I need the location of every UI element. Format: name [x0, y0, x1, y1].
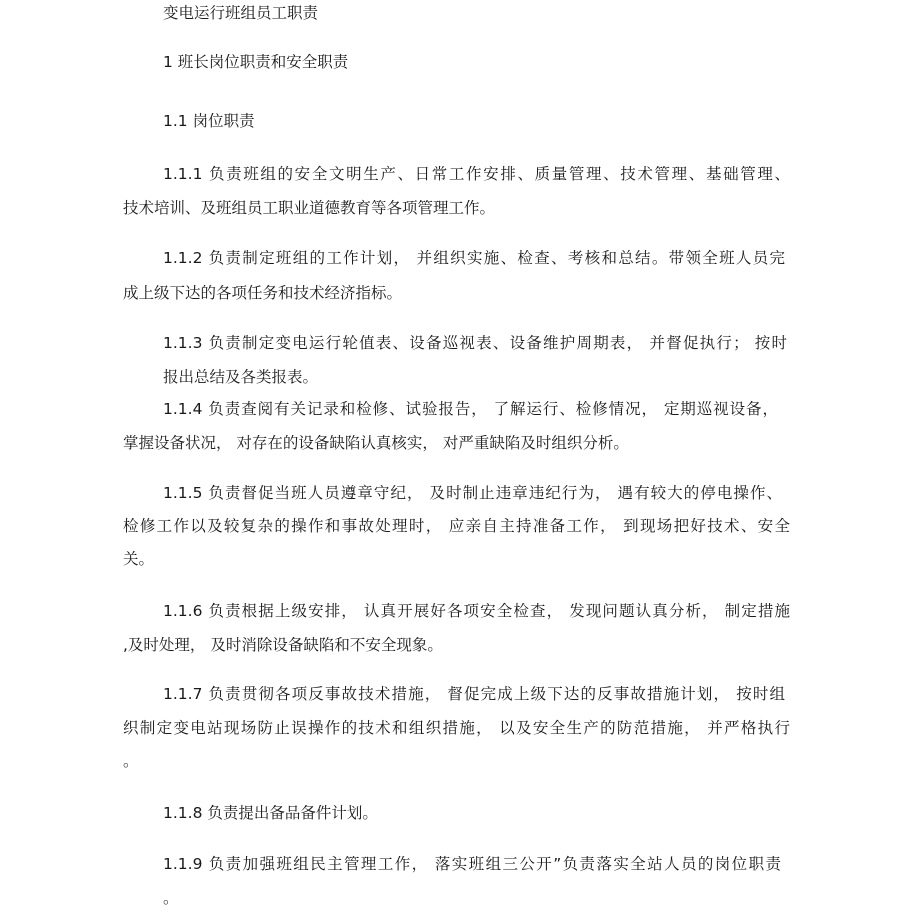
paragraph-line: 成上级下达的各项任务和技术经济指标。	[123, 284, 403, 302]
paragraph-line: 1.1.3 负责制定变电运行轮值表、设备巡视表、设备维护周期表， 并督促执行； 按时	[163, 334, 787, 352]
paragraph-line: 1.1.7 负责贯彻各项反事故技术措施， 督促完成上级下达的反事故措施计划， 按时组	[163, 685, 785, 703]
paragraph-line: 技术培训、及班组员工职业道德教育等各项管理工作。	[123, 199, 496, 217]
section-heading: 1 班长岗位职责和安全职责	[163, 53, 349, 71]
paragraph-line: 1.1.4 负责查阅有关记录和检修、试验报告， 了解运行、检修情况， 定期巡视设备，	[163, 400, 778, 418]
paragraph-line: 织制定变电站现场防止误操作的技术和组织措施， 以及安全生产的防范措施， 并严格执行	[123, 719, 790, 737]
paragraph-line: 报出总结及各类报表。	[163, 368, 319, 386]
document-title: 变电运行班组员工职责	[163, 4, 319, 22]
paragraph-line: 1.1.6 负责根据上级安排， 认真开展好各项安全检查， 发现问题认真分析， 制定措施	[163, 602, 790, 620]
paragraph-line: 1.1.1 负责班组的安全文明生产、日常工作安排、质量管理、技术管理、基础管理、	[163, 165, 790, 183]
paragraph-line: 检修工作以及较复杂的操作和事故处理时， 应亲自主持准备工作， 到现场把好技术、安全	[123, 517, 790, 535]
paragraph-line: 掌握设备状况， 对存在的设备缺陷认真核实， 对严重缺陷及时组织分析。	[123, 434, 629, 452]
paragraph-line: 。	[163, 889, 179, 907]
paragraph-line: 1.1.9 负责加强班组民主管理工作， 落实班组三公开”负责落实全站人员的岗位职责	[163, 855, 781, 873]
paragraph-line: 1.1.5 负责督促当班人员遵章守纪， 及时制止违章违纪行为， 遇有较大的停电操作、	[163, 484, 782, 502]
paragraph-line: 关。	[123, 550, 155, 568]
paragraph-line: 1.1.2 负责制定班组的工作计划， 并组织实施、检查、考核和总结。带领全班人员完	[163, 249, 785, 267]
paragraph-line: ,及时处理， 及时消除设备缺陷和不安全现象。	[123, 636, 443, 654]
paragraph-line: 1.1.8 负责提出备品备件计划。	[163, 804, 378, 822]
paragraph-line: 。	[123, 752, 139, 770]
subsection-heading: 1.1 岗位职责	[163, 112, 255, 130]
